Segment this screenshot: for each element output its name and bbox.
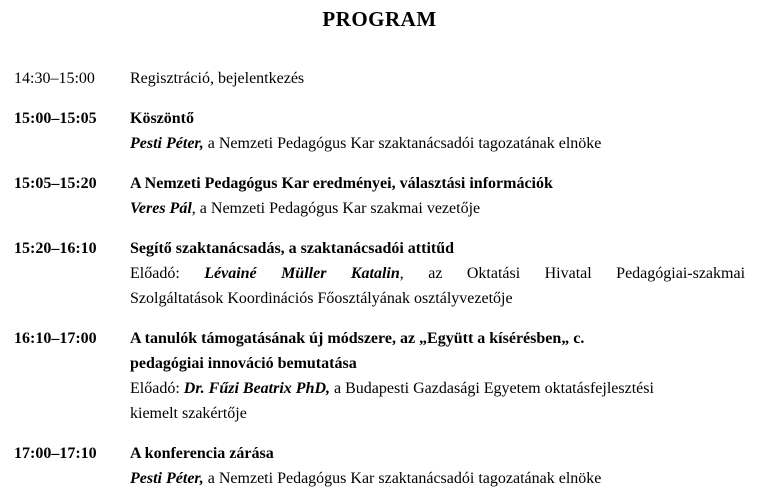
speaker-prefix: Előadó: xyxy=(130,380,184,397)
entry-title: A tanulók támogatásának új módszere, az „Együtt a kísérésben„ c. xyxy=(130,330,585,347)
schedule xyxy=(14,66,745,491)
entry-time: 16:10–17:00 xyxy=(14,330,97,347)
entry-title: A konferencia zárása xyxy=(130,445,274,462)
entry-title: Regisztráció, bejelentkezés xyxy=(130,70,305,87)
speaker-description: a Budapesti Gazdasági Egyetem oktatásfejlesztési xyxy=(330,380,654,397)
speaker-description: , a Nemzeti Pedagógus Kar szakmai vezetője xyxy=(191,200,481,217)
speaker-line xyxy=(130,196,745,221)
speaker-line xyxy=(130,376,745,401)
speaker-line xyxy=(130,261,745,286)
entry-title: A Nemzeti Pedagógus Kar eredményei, választási információk xyxy=(130,175,553,192)
schedule-entry-innovation xyxy=(14,326,745,426)
schedule-entry-closing xyxy=(14,441,745,491)
speaker-prefix: Előadó: xyxy=(130,265,205,282)
entry-title-line-2: pedagógiai innováció bemutatása xyxy=(130,355,357,372)
entry-title: Segítő szaktanácsadás, a szaktanácsadói attitűd xyxy=(130,240,455,257)
entry-time: 17:00–17:10 xyxy=(14,445,97,462)
entry-time: 15:05–15:20 xyxy=(14,175,97,192)
entry-time: 15:20–16:10 xyxy=(14,240,97,257)
page-title: PROGRAM xyxy=(322,7,437,31)
schedule-entry-registration xyxy=(14,66,745,91)
speaker-name: Pesti Péter, xyxy=(130,470,204,487)
speaker-line xyxy=(130,131,745,156)
speaker-name: Dr. Fűzi Beatrix PhD, xyxy=(183,380,331,397)
speaker-description: a Nemzeti Pedagógus Kar szaktanácsadói tagozatának elnöke xyxy=(203,470,602,487)
speaker-name: Pesti Péter, xyxy=(130,135,204,152)
speaker-description: , az Oktatási Hivatal Pedagógiai-szakmai xyxy=(399,265,746,282)
speaker-name: Lévainé Müller Katalin xyxy=(204,265,400,282)
speaker-line-2: kiemelt szakértője xyxy=(130,405,247,422)
entry-time: 15:00–15:05 xyxy=(14,110,97,127)
schedule-entry-npk-results xyxy=(14,171,745,221)
speaker-name: Veres Pál xyxy=(130,200,192,217)
speaker-description: a Nemzeti Pedagógus Kar szaktanácsadói tagozatának elnöke xyxy=(203,135,602,152)
entry-time: 14:30–15:00 xyxy=(14,70,95,87)
schedule-entry-counselling xyxy=(14,236,745,311)
schedule-entry-opening xyxy=(14,106,745,156)
speaker-line xyxy=(130,466,745,491)
entry-title: Köszöntő xyxy=(130,110,194,127)
speaker-line-2: Szolgáltatások Koordinációs Főosztályának osztályvezetője xyxy=(130,290,513,307)
